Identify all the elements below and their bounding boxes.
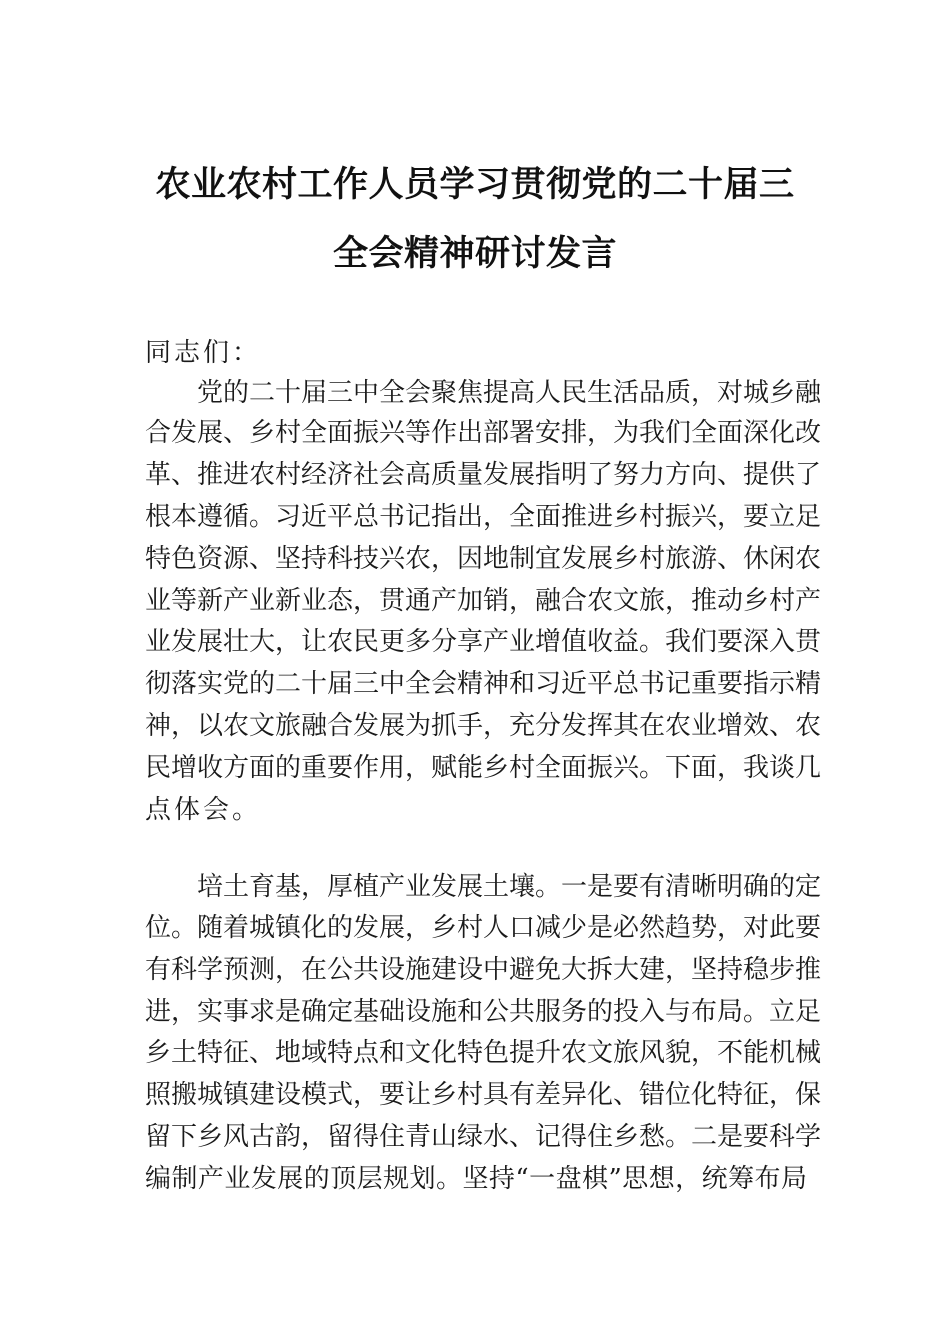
body-line: 位。随着城镇化的发展，乡村人口减少是必然趋势，对此要 — [145, 913, 822, 943]
body-line: 照搬城镇建设模式，要让乡村具有差异化、错位化特征，保 — [145, 1080, 822, 1110]
body-line: 彻落实党的二十届三中全会精神和习近平总书记重要指示精 — [145, 669, 822, 699]
body-line: 神，以农文旅融合发展为抓手，充分发挥其在农业增效、农 — [145, 711, 822, 741]
body-line: 民增收方面的重要作用，赋能乡村全面振兴。下面，我谈几 — [145, 753, 822, 783]
body-line: 合发展、乡村全面振兴等作出部署安排，为我们全面深化改 — [145, 418, 822, 448]
body-line: 党的二十届三中全会聚焦提高人民生活品质，对城乡融 — [197, 378, 822, 408]
document-title-line-2: 全会精神研讨发言 — [332, 233, 617, 274]
document-title-line-1: 农业农村工作人员学习贯彻党的二十届三 — [155, 164, 795, 205]
salutation: 同志们： — [145, 338, 262, 368]
body-line: 有科学预测，在公共设施建设中避免大拆大建，坚持稳步推 — [145, 955, 822, 985]
body-line: 革、推进农村经济社会高质量发展指明了努力方向、提供了 — [145, 460, 822, 490]
body-line: 点体会。 — [145, 795, 262, 825]
body-line: 乡土特征、地域特点和文化特色提升农文旅风貌，不能机械 — [145, 1038, 822, 1068]
body-line: 留下乡风古韵，留得住青山绿水、记得住乡愁。二是要科学 — [145, 1122, 822, 1152]
body-line: 编制产业发展的顶层规划。坚持“一盘棋”思想，统筹布局 — [145, 1164, 807, 1194]
body-line: 进，实事求是确定基础设施和公共服务的投入与布局。立足 — [145, 997, 822, 1027]
body-line: 业发展壮大，让农民更多分享产业增值收益。我们要深入贯 — [145, 627, 822, 657]
body-line: 培土育基，厚植产业发展土壤。一是要有清晰明确的定 — [197, 872, 822, 902]
body-line: 特色资源、坚持科技兴农，因地制宜发展乡村旅游、休闲农 — [145, 544, 822, 574]
body-line: 根本遵循。习近平总书记指出，全面推进乡村振兴，要立足 — [145, 502, 822, 532]
body-line: 业等新产业新业态，贯通产加销，融合农文旅，推动乡村产 — [145, 586, 822, 616]
